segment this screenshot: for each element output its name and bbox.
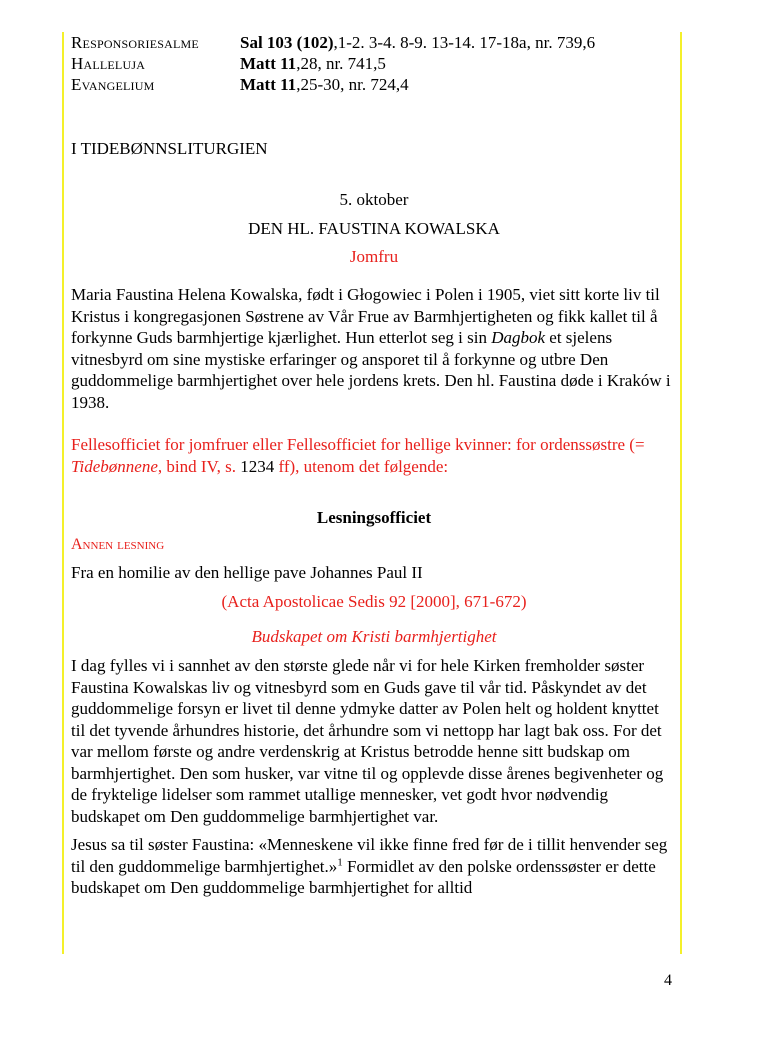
reading-paragraph-2: Jesus sa til søster Faustina: «Menneskene vil ikke finne fred før de i tillit henvender seg til den guddommelige barmhjertighet.»$^1$ Formidlet av den polske ordenssøster er dette budskapet om Den guddommelige barmhjertighet for alltid (71, 835, 668, 897)
feast-rank: Jomfru (349, 247, 399, 266)
reading-label: Evangelium (71, 75, 155, 94)
page-content (71, 32, 677, 899)
source-line: Fra en homilie av den hellige pave Johannes Paul II (71, 563, 423, 582)
reading-reference: Sal 103 (102),1-2. 3-4. 8-9. 13-14. 17-18a, nr. 739,6 (240, 33, 596, 52)
margin-rule-right (680, 32, 682, 954)
rubric-paragraph: Fellesofficiet for jomfruer eller Fellesofficiet for hellige kvinner: for ordenssøstre (= Tidebønnene, bind IV, s. 1234 ff), utenom det følgende: (71, 435, 645, 476)
reading-row (71, 53, 677, 74)
reading-row (71, 32, 677, 53)
section-heading: I TIDEBØNNSLITURGIEN (71, 139, 268, 158)
reading-paragraph-1: I dag fylles vi i sannhet av den største glede når vi for hele Kirken fremholder søster Faustina Kowalskas liv og vitnesbyrd som en Guds gave til vår tid. Påskyndet av det guddommelige forsyn er livet til denne ydmyke datter av Polen helt og holdent knyttet til det tyvende århundres historie, det århundre som vi nettopp har lagt bak oss. For det var mellom første og andre verdenskrig at Kristus betrodde henne sitt budskap om barmhjertighet. Den som husker, var vitne til og opplevde disse årenes begivenheter og de fryktelige lidelser som rammet utallige mennesker, vet godt hvor nødvendig budskapet om Den guddommelige barmhjertighet var. (71, 656, 664, 826)
feast-date: 5. oktober (339, 190, 409, 209)
margin-rule-left (62, 32, 64, 954)
footnote-marker[interactable]: 1 (337, 855, 343, 868)
feast-name: DEN HL. FAUSTINA KOWALSKA (248, 219, 500, 238)
reading-label: Responsoriesalme (71, 33, 199, 52)
reading-reference: Matt 11,25-30, nr. 724,4 (240, 75, 409, 94)
reading-label: Halleluja (71, 54, 146, 73)
readings-list (71, 32, 677, 95)
citation: (Acta Apostolicae Sedis 92 [2000], 671-672) (221, 592, 527, 611)
office-title: Lesningsofficiet (316, 508, 432, 527)
second-reading-label: Annen lesning (71, 536, 165, 553)
page-number: 4 (664, 972, 672, 989)
reading-reference: Matt 11,28, nr. 741,5 (240, 54, 386, 73)
reading-row (71, 74, 677, 95)
reading-title: Budskapet om Kristi barmhjertighet (251, 627, 497, 646)
bio-paragraph: Maria Faustina Helena Kowalska, født i Głogowiec i Polen i 1905, viet sitt korte liv til Kristus i kongregasjonen Søstrene av Vår Frue av Barmhjertigheten og fikk kallet til å forkynne Guds barmhjertige kjærlighet. Hun etterlot seg i sin Dagbok et sjelens vitnesbyrd om sine mystiske erfaringer og ansporet til å forkynne og utbre Den guddommelige barmhjertighet over hele jordens krets. Den hl. Faustina døde i Kraków i 1938. (71, 285, 671, 412)
